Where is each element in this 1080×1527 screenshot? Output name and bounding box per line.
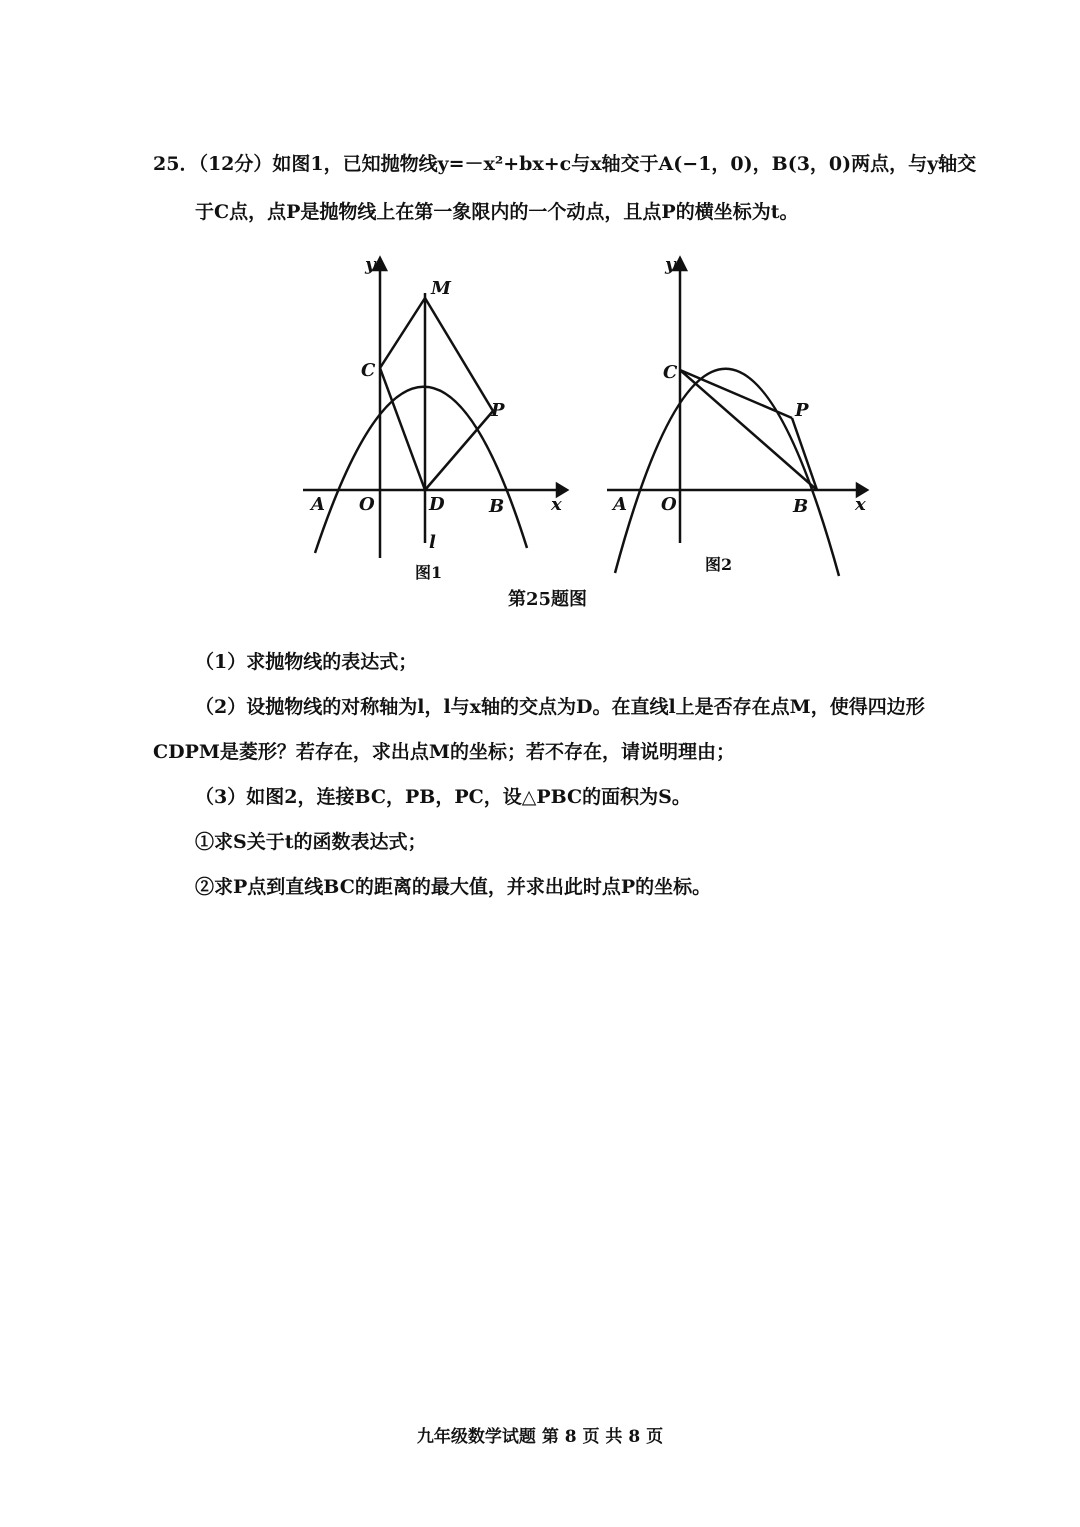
- fig1-label-c: C: [361, 360, 376, 381]
- fig1-label-o: O: [359, 494, 375, 515]
- figure-2: [607, 258, 867, 576]
- fig1-label-y: y: [365, 254, 376, 275]
- fig2-label-a: A: [613, 494, 627, 515]
- fig1-segment-mp: [425, 298, 493, 411]
- fig1-label-x: x: [551, 494, 562, 515]
- figures-caption: 第25题图: [508, 589, 588, 610]
- fig1-label-d: D: [429, 494, 445, 515]
- fig2-caption: 图2: [705, 555, 733, 574]
- part-1: （1）求抛物线的表达式；: [195, 651, 418, 673]
- part-3: （3）如图2，连接BC，PB，PC，设△PBC的面积为S。: [195, 786, 691, 808]
- part-2-line-2: CDPM是菱形？若存在，求出点M的坐标；若不存在，请说明理由；: [153, 741, 735, 763]
- fig2-label-p: P: [795, 400, 809, 421]
- figures: [295, 248, 880, 583]
- fig2-y-arrow: [674, 258, 686, 270]
- fig1-label-b: B: [489, 496, 505, 517]
- question-line-1: 25．（12分）如图1，已知抛物线y=－x²+bx+c与x轴交于A(−1，0)，B(3，0)两点，与y轴交: [153, 153, 977, 175]
- fig1-label-a: A: [311, 494, 325, 515]
- fig2-label-b: B: [793, 496, 809, 517]
- part-3-sub-2: ②求P点到直线BC的距离的最大值，并求出此时点P的坐标。: [195, 876, 712, 898]
- fig2-segment-pc: [680, 370, 792, 418]
- question-line-2: 于C点，点P是抛物线上在第一象限内的一个动点，且点P的横坐标为t。: [195, 201, 799, 223]
- fig1-caption: 图1: [415, 563, 443, 582]
- fig1-label-l: l: [429, 532, 436, 553]
- fig1-y-arrow: [374, 258, 386, 270]
- fig1-segment-dp: [425, 411, 493, 490]
- fig2-label-x: x: [855, 494, 866, 515]
- fig1-segment-cm: [380, 298, 425, 368]
- fig1-label-m: M: [431, 278, 451, 299]
- fig2-label-y: y: [665, 254, 676, 275]
- part-2-line-1: （2）设抛物线的对称轴为l，l与x轴的交点为D。在直线l上是否存在点M，使得四边形: [195, 696, 925, 718]
- figure-1-labels: [309, 254, 562, 582]
- fig2-label-o: O: [661, 494, 677, 515]
- fig2-label-c: C: [663, 362, 678, 383]
- part-3-sub-1: ①求S关于t的函数表达式；: [195, 831, 427, 853]
- fig1-label-p: P: [491, 400, 505, 421]
- page-footer: 九年级数学试题 第 8 页 共 8 页: [416, 1427, 664, 1447]
- figure-2-labels: [611, 254, 866, 574]
